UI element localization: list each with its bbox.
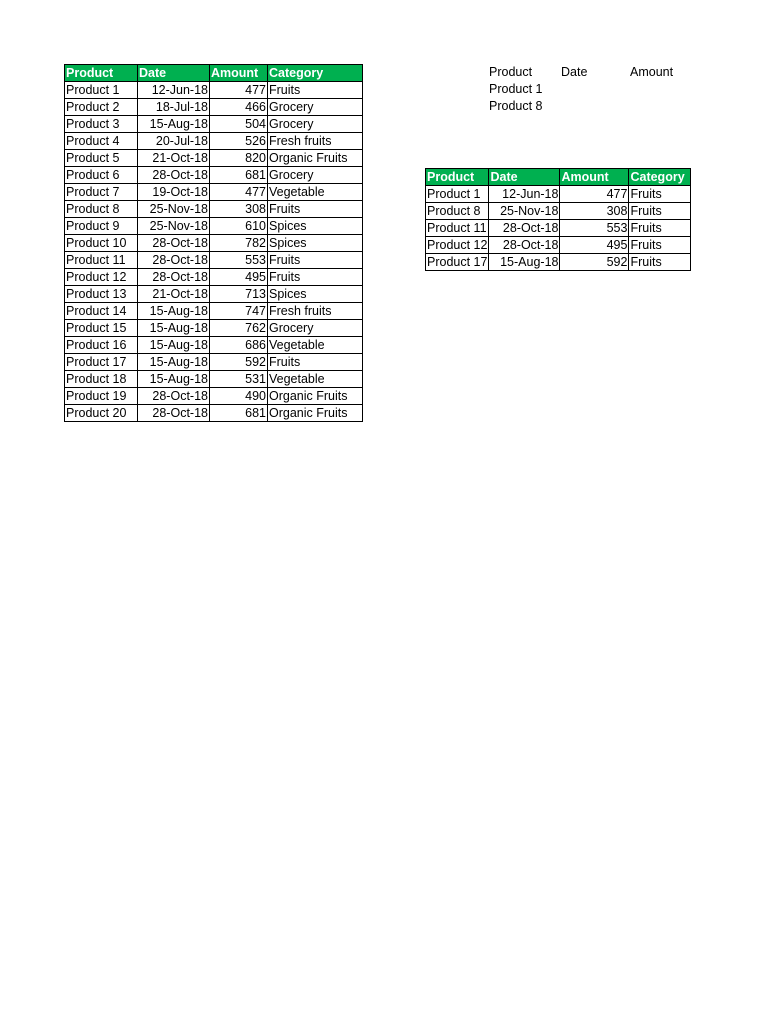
- category-cell[interactable]: Vegetable: [268, 371, 363, 388]
- product-cell[interactable]: Product 13: [65, 286, 138, 303]
- category-cell[interactable]: Organic Fruits: [268, 405, 363, 422]
- date-cell[interactable]: 15-Aug-18: [138, 371, 210, 388]
- amount-cell[interactable]: 592: [210, 354, 268, 371]
- category-cell[interactable]: Spices: [268, 235, 363, 252]
- amount-cell[interactable]: 477: [560, 186, 629, 203]
- products-table-header-row: [65, 65, 363, 82]
- product-cell[interactable]: Product 4: [65, 133, 138, 150]
- date-cell[interactable]: 28-Oct-18: [138, 405, 210, 422]
- date-cell[interactable]: 28-Oct-18: [138, 167, 210, 184]
- result-header-date[interactable]: Date: [489, 169, 560, 186]
- date-cell[interactable]: 28-Oct-18: [138, 252, 210, 269]
- result-row: [426, 203, 691, 220]
- table-row: [65, 99, 363, 116]
- date-cell[interactable]: 18-Jul-18: [138, 99, 210, 116]
- date-cell[interactable]: 20-Jul-18: [138, 133, 210, 150]
- amount-cell[interactable]: 495: [560, 237, 629, 254]
- amount-cell[interactable]: 610: [210, 218, 268, 235]
- amount-cell[interactable]: 782: [210, 235, 268, 252]
- category-cell[interactable]: Fruits: [629, 220, 691, 237]
- category-cell[interactable]: Fruits: [629, 203, 691, 220]
- category-cell[interactable]: Fruits: [268, 354, 363, 371]
- criteria-header-product[interactable]: Product: [489, 65, 533, 79]
- result-header-amount[interactable]: Amount: [560, 169, 629, 186]
- category-cell[interactable]: Fresh fruits: [268, 303, 363, 320]
- amount-cell[interactable]: 820: [210, 150, 268, 167]
- result-row: [426, 186, 691, 203]
- table-row: [65, 184, 363, 201]
- category-cell[interactable]: Fruits: [629, 254, 691, 271]
- header-category[interactable]: Category: [268, 65, 363, 82]
- amount-cell[interactable]: 713: [210, 286, 268, 303]
- product-cell[interactable]: Product 19: [65, 388, 138, 405]
- category-cell[interactable]: Fresh fruits: [268, 133, 363, 150]
- table-row: [65, 235, 363, 252]
- criteria-value[interactable]: Product 8: [489, 99, 543, 113]
- amount-cell[interactable]: 681: [210, 405, 268, 422]
- category-cell[interactable]: Fruits: [268, 82, 363, 99]
- amount-cell[interactable]: 681: [210, 167, 268, 184]
- filtered-results-table: [425, 168, 691, 271]
- result-row: [426, 254, 691, 271]
- product-cell[interactable]: Product 11: [426, 220, 489, 237]
- category-cell[interactable]: Fruits: [629, 186, 691, 203]
- date-cell[interactable]: 15-Aug-18: [138, 116, 210, 133]
- category-cell[interactable]: Fruits: [268, 269, 363, 286]
- product-cell[interactable]: Product 1: [426, 186, 489, 203]
- product-cell[interactable]: Product 16: [65, 337, 138, 354]
- date-cell[interactable]: 28-Oct-18: [138, 388, 210, 405]
- product-cell[interactable]: Product 5: [65, 150, 138, 167]
- date-cell[interactable]: 19-Oct-18: [138, 184, 210, 201]
- table-row: [65, 303, 363, 320]
- amount-cell[interactable]: 686: [210, 337, 268, 354]
- amount-cell[interactable]: 553: [560, 220, 629, 237]
- category-cell[interactable]: Grocery: [268, 116, 363, 133]
- table-row: [65, 354, 363, 371]
- date-cell[interactable]: 12-Jun-18: [138, 82, 210, 99]
- product-cell[interactable]: Product 15: [65, 320, 138, 337]
- amount-cell[interactable]: 495: [210, 269, 268, 286]
- table-row: [65, 269, 363, 286]
- amount-cell[interactable]: 308: [560, 203, 629, 220]
- category-cell[interactable]: Organic Fruits: [268, 388, 363, 405]
- date-cell[interactable]: 15-Aug-18: [138, 354, 210, 371]
- category-cell[interactable]: Vegetable: [268, 337, 363, 354]
- amount-cell[interactable]: 477: [210, 184, 268, 201]
- category-cell[interactable]: Grocery: [268, 167, 363, 184]
- product-cell[interactable]: Product 6: [65, 167, 138, 184]
- product-cell[interactable]: Product 18: [65, 371, 138, 388]
- date-cell[interactable]: 12-Jun-18: [489, 186, 560, 203]
- product-cell[interactable]: Product 3: [65, 116, 138, 133]
- product-cell[interactable]: Product 14: [65, 303, 138, 320]
- table-row: [65, 252, 363, 269]
- date-cell[interactable]: 28-Oct-18: [138, 269, 210, 286]
- product-cell[interactable]: Product 8: [426, 203, 489, 220]
- date-cell[interactable]: 15-Aug-18: [138, 303, 210, 320]
- table-row: [65, 320, 363, 337]
- table-row: [65, 405, 363, 422]
- date-cell[interactable]: 15-Aug-18: [138, 320, 210, 337]
- table-row: [65, 201, 363, 218]
- category-cell[interactable]: Spices: [268, 218, 363, 235]
- category-cell[interactable]: Grocery: [268, 99, 363, 116]
- result-header-category[interactable]: Category: [629, 169, 691, 186]
- date-cell[interactable]: 21-Oct-18: [138, 150, 210, 167]
- category-cell[interactable]: Fruits: [268, 201, 363, 218]
- category-cell[interactable]: Vegetable: [268, 184, 363, 201]
- amount-cell[interactable]: 592: [560, 254, 629, 271]
- product-cell[interactable]: Product 2: [65, 99, 138, 116]
- date-cell[interactable]: 15-Aug-18: [138, 337, 210, 354]
- table-row: [65, 82, 363, 99]
- amount-cell[interactable]: 308: [210, 201, 268, 218]
- amount-cell[interactable]: 477: [210, 82, 268, 99]
- amount-cell[interactable]: 504: [210, 116, 268, 133]
- header-amount[interactable]: Amount: [210, 65, 268, 82]
- table-row: [65, 150, 363, 167]
- product-cell[interactable]: Product 7: [65, 184, 138, 201]
- date-cell[interactable]: 28-Oct-18: [138, 235, 210, 252]
- table-row: [65, 371, 363, 388]
- results-table-header-row: [426, 169, 691, 186]
- category-cell[interactable]: Organic Fruits: [268, 150, 363, 167]
- table-row: [65, 337, 363, 354]
- amount-cell[interactable]: 490: [210, 388, 268, 405]
- table-row: [65, 133, 363, 150]
- product-cell[interactable]: Product 1: [65, 82, 138, 99]
- category-cell[interactable]: Fruits: [629, 237, 691, 254]
- category-cell[interactable]: Grocery: [268, 320, 363, 337]
- product-cell[interactable]: Product 12: [427, 238, 488, 252]
- product-cell[interactable]: Product 20: [65, 405, 138, 422]
- category-cell[interactable]: Fruits: [268, 252, 363, 269]
- product-cell[interactable]: Product 17: [427, 255, 488, 269]
- product-cell[interactable]: Product 8: [65, 201, 138, 218]
- product-cell[interactable]: Product 10: [65, 235, 138, 252]
- date-cell[interactable]: 28-Oct-18: [489, 220, 560, 237]
- amount-cell[interactable]: 531: [210, 371, 268, 388]
- date-cell[interactable]: 15-Aug-18: [489, 254, 560, 271]
- table-row: [65, 286, 363, 303]
- result-header-product[interactable]: Product: [426, 169, 489, 186]
- table-row: [65, 218, 363, 235]
- product-cell[interactable]: Product 9: [65, 218, 138, 235]
- date-cell[interactable]: 25-Nov-18: [138, 218, 210, 235]
- date-cell[interactable]: 25-Nov-18: [138, 201, 210, 218]
- amount-cell[interactable]: 747: [210, 303, 268, 320]
- product-cell[interactable]: Product 11: [65, 252, 138, 269]
- date-cell[interactable]: 21-Oct-18: [138, 286, 210, 303]
- criteria-value[interactable]: Product 1: [489, 82, 543, 96]
- amount-cell[interactable]: 466: [210, 99, 268, 116]
- header-product[interactable]: Product: [65, 65, 138, 82]
- amount-cell[interactable]: 526: [210, 133, 268, 150]
- amount-cell[interactable]: 553: [210, 252, 268, 269]
- table-row: [65, 116, 363, 133]
- header-date[interactable]: Date: [138, 65, 210, 82]
- date-cell[interactable]: 25-Nov-18: [489, 203, 560, 220]
- result-row: [426, 237, 691, 254]
- table-row: [65, 388, 363, 405]
- product-cell[interactable]: Product 17: [65, 354, 138, 371]
- products-table: [64, 64, 363, 422]
- criteria-header-date[interactable]: Date: [561, 65, 588, 79]
- product-cell[interactable]: Product 12: [65, 269, 138, 286]
- date-cell[interactable]: 28-Oct-18: [489, 237, 560, 254]
- category-cell[interactable]: Spices: [268, 286, 363, 303]
- table-row: [65, 167, 363, 184]
- result-row: [426, 220, 691, 237]
- criteria-header-amount[interactable]: Amount: [630, 65, 674, 79]
- amount-cell[interactable]: 762: [210, 320, 268, 337]
